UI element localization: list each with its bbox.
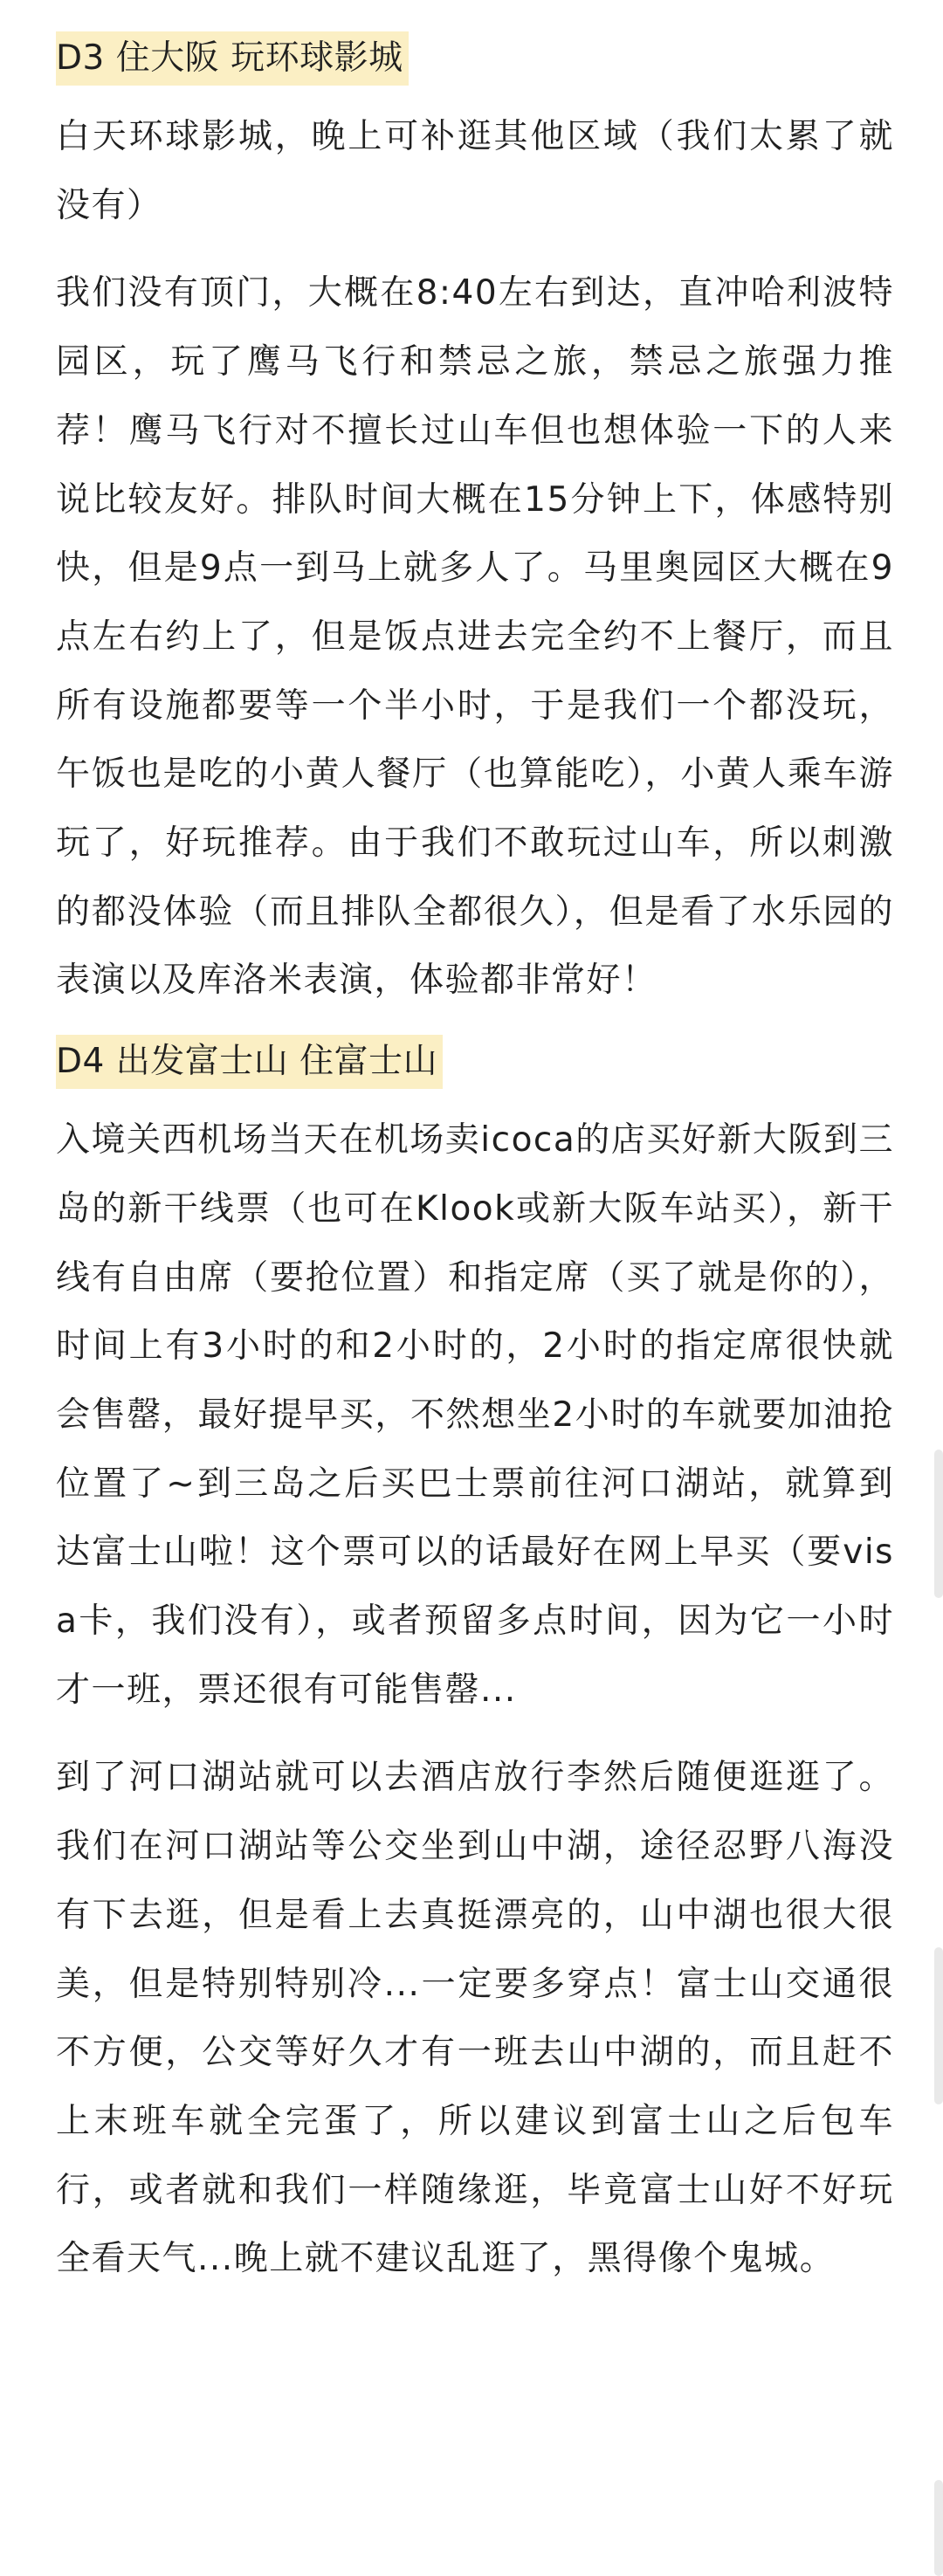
paragraph: 白天环球影城，晚上可补逛其他区域（我们太累了就没有） [56, 117, 894, 225]
section-d4 [56, 1035, 894, 2294]
section-d3 [56, 31, 894, 1016]
section-heading: D4 出发富士山 住富士山 [56, 1035, 443, 1089]
paragraph: 我们没有顶门，大概在8:40左右到达，直冲哈利波特园区，玩了鹰马飞行和禁忌之旅，禁忌之旅强力推荐！鹰马飞行对不擅长过山车但也想体验一下的人来说比较友好。排队时间大概在15分钟上下，体感特别快，但是9点一到马上就多人了。马里奥园区大概在9点左右约上了，但是饭点进去完全约不上餐厅，而且所有设施都要等一个半小时，于是我们一个都没玩，午饭也是吃的小黄人餐厅（也算能吃），小黄人乘车游玩了，好玩推荐。由于我们不敢玩过山车，所以刺激的都没体验（而且排队全都很久），但是看了水乐园的表演以及库洛米表演，体验都非常好！ [56, 273, 894, 1001]
scrollbar[interactable] [934, 1947, 943, 2104]
scrollbar[interactable] [934, 2480, 943, 2576]
paragraph: 入境关西机场当天在机场卖icoca的店买好新大阪到三岛的新干线票（也可在Klook或新大阪车站买），新干线有自由席（要抢位置）和指定席（买了就是你的），时间上有3小时的和2小时的，2小时的指定席很快就会售罄，最好提早买，不然想坐2小时的车就要加油抢位置了~到三岛之后买巴士票前往河口湖站，就算到达富士山啦！这个票可以的话最好在网上早买（要visa卡，我们没有），或者预留多点时间，因为它一小时才一班，票还很有可能售罄... [56, 1120, 894, 1710]
scrollbar[interactable] [934, 1450, 943, 1598]
article-body [56, 31, 894, 2313]
paragraph: 到了河口湖站就可以去酒店放行李然后随便逛逛了。我们在河口湖站等公交坐到山中湖，途径忍野八海没有下去逛，但是看上去真挺漂亮的，山中湖也很大很美，但是特别特别冷...一定要多穿点！富士山交通很不方便，公交等好久才有一班去山中湖的，而且赶不上末班车就全完蛋了，所以建议到富士山之后包车行，或者就和我们一样随缘逛，毕竟富士山好不好玩全看天气...晚上就不建议乱逛了，黑得像个鬼城。 [56, 1758, 894, 2279]
section-heading: D3 住大阪 玩环球影城 [56, 31, 409, 86]
